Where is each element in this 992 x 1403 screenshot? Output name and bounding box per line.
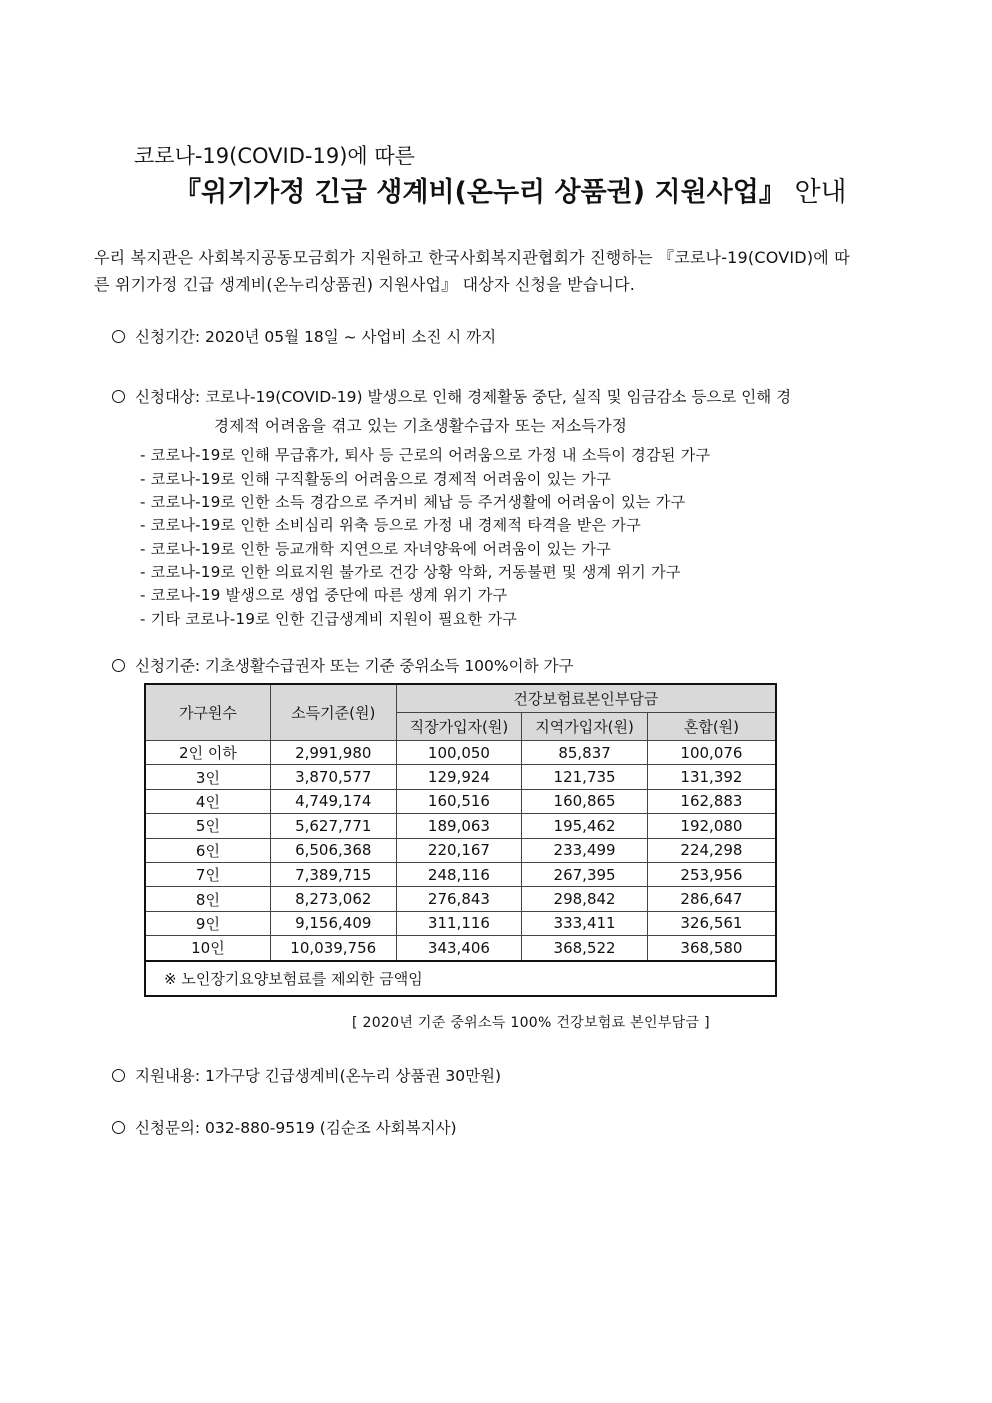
title-close-bracket: 』 xyxy=(758,177,786,208)
cell-regional: 195,462 xyxy=(522,814,648,838)
cell-income: 8,273,062 xyxy=(270,887,396,911)
header-regional: 지역가입자(원) xyxy=(522,713,648,741)
target-item: - 코로나-19 발생으로 생업 중단에 따른 생계 위기 가구 xyxy=(140,586,508,604)
cell-employee: 276,843 xyxy=(396,887,522,911)
cell-employee: 311,116 xyxy=(396,911,522,935)
table-row xyxy=(145,814,776,838)
table-row xyxy=(145,936,776,961)
table-caption: [ 2020년 기준 중위소득 100% 건강보험료 본인부담금 ] xyxy=(352,1015,710,1031)
intro-line-2: 른 위기가정 긴급 생계비(온누리상품권) 지원사업』 대상자 신청을 받습니다. xyxy=(94,275,636,294)
cell-household: 10인 xyxy=(145,936,270,961)
cell-employee: 129,924 xyxy=(396,765,522,789)
target-item: - 코로나-19로 인한 소득 경감으로 주거비 체납 등 주거생활에 어려움이 있는 가구 xyxy=(140,493,686,511)
cell-household: 5인 xyxy=(145,814,270,838)
target-item: - 코로나-19로 인한 등교개학 지연으로 자녀양육에 어려움이 있는 가구 xyxy=(140,540,611,558)
income-criteria-table xyxy=(144,683,777,997)
cell-household: 4인 xyxy=(145,789,270,813)
cell-regional: 368,522 xyxy=(522,936,648,961)
header-employee: 직장가입자(원) xyxy=(396,713,522,741)
cell-household: 9인 xyxy=(145,911,270,935)
document-title xyxy=(174,170,847,209)
cell-regional: 233,499 xyxy=(522,838,648,862)
table-row xyxy=(145,911,776,935)
table-row xyxy=(145,887,776,911)
circle-bullet-icon xyxy=(112,659,125,672)
cell-employee: 248,116 xyxy=(396,862,522,886)
document-subtitle: 코로나-19(COVID-19)에 따른 xyxy=(134,144,415,168)
cell-mixed: 162,883 xyxy=(647,789,776,813)
section-target xyxy=(112,385,791,407)
cell-household: 8인 xyxy=(145,887,270,911)
cell-regional: 160,865 xyxy=(522,789,648,813)
cell-income: 7,389,715 xyxy=(270,862,396,886)
cell-income: 3,870,577 xyxy=(270,765,396,789)
target-item: - 코로나-19로 인한 의료지원 불가로 건강 상황 악화, 거동불편 및 생계 위기 가구 xyxy=(140,563,681,581)
cell-mixed: 100,076 xyxy=(647,741,776,765)
cell-income: 6,506,368 xyxy=(270,838,396,862)
circle-bullet-icon xyxy=(112,1121,125,1134)
cell-income: 5,627,771 xyxy=(270,814,396,838)
cell-income: 2,991,980 xyxy=(270,741,396,765)
target-item: - 코로나-19로 인해 무급휴가, 퇴사 등 근로의 어려움으로 가정 내 소득이 경감된 가구 xyxy=(140,446,711,464)
table-note: ※ 노인장기요양보험료를 제외한 금액임 xyxy=(145,961,776,996)
cell-employee: 343,406 xyxy=(396,936,522,961)
circle-bullet-icon xyxy=(112,330,125,343)
title-open-bracket: 『 xyxy=(174,177,201,208)
target-item: - 코로나-19로 인한 소비심리 위축 등으로 가정 내 경제적 타격을 받은 가구 xyxy=(140,516,641,534)
cell-mixed: 368,580 xyxy=(647,936,776,961)
cell-regional: 333,411 xyxy=(522,911,648,935)
cell-regional: 121,735 xyxy=(522,765,648,789)
cell-household: 2인 이하 xyxy=(145,741,270,765)
target-item: - 코로나-19로 인해 구직활동의 어려움으로 경제적 어려움이 있는 가구 xyxy=(140,470,611,488)
cell-regional: 298,842 xyxy=(522,887,648,911)
cell-income: 4,749,174 xyxy=(270,789,396,813)
header-mixed: 혼합(원) xyxy=(647,713,776,741)
title-suffix: 안내 xyxy=(794,177,847,208)
circle-bullet-icon xyxy=(112,390,125,403)
cell-employee: 100,050 xyxy=(396,741,522,765)
table-row xyxy=(145,862,776,886)
support-text: 지원내용: 1가구당 긴급생계비(온누리 상품권 30만원) xyxy=(135,1067,502,1085)
table-row xyxy=(145,838,776,862)
header-household-size: 가구원수 xyxy=(145,684,270,741)
section-support xyxy=(112,1064,501,1086)
table-row xyxy=(145,789,776,813)
section-period xyxy=(112,325,496,347)
circle-bullet-icon xyxy=(112,1069,125,1082)
cell-mixed: 131,392 xyxy=(647,765,776,789)
target-item: - 기타 코로나-19로 인한 긴급생계비 지원이 필요한 가구 xyxy=(140,610,518,628)
table-row xyxy=(145,765,776,789)
table-row xyxy=(145,741,776,765)
section-inquiry xyxy=(112,1116,457,1138)
cell-regional: 85,837 xyxy=(522,741,648,765)
cell-mixed: 326,561 xyxy=(647,911,776,935)
cell-mixed: 253,956 xyxy=(647,862,776,886)
cell-employee: 160,516 xyxy=(396,789,522,813)
target-line-2: 경제적 어려움을 겪고 있는 기초생활수급자 또는 저소득가정 xyxy=(214,417,628,435)
inquiry-text: 신청문의: 032-880-9519 (김순조 사회복지사) xyxy=(135,1119,457,1137)
cell-regional: 267,395 xyxy=(522,862,648,886)
header-insurance: 건강보험료본인부담금 xyxy=(396,684,776,713)
cell-employee: 189,063 xyxy=(396,814,522,838)
section-criteria xyxy=(112,654,573,676)
criteria-text: 신청기준: 기초생활수급권자 또는 기준 중위소득 100%이하 가구 xyxy=(135,657,574,675)
cell-mixed: 286,647 xyxy=(647,887,776,911)
cell-income: 10,039,756 xyxy=(270,936,396,961)
header-income-criteria: 소득기준(원) xyxy=(270,684,396,741)
target-line-1: 신청대상: 코로나-19(COVID-19) 발생으로 인해 경제활동 중단, 실직 및 임금감소 등으로 인해 경 xyxy=(135,388,792,406)
cell-household: 6인 xyxy=(145,838,270,862)
cell-employee: 220,167 xyxy=(396,838,522,862)
cell-mixed: 192,080 xyxy=(647,814,776,838)
title-main: 위기가정 긴급 생계비(온누리 상품권) 지원사업 xyxy=(201,177,759,208)
cell-household: 3인 xyxy=(145,765,270,789)
intro-line-1: 우리 복지관은 사회복지공동모금회가 지원하고 한국사회복지관협회가 진행하는 『코로나-19(COVID)에 따 xyxy=(94,248,850,267)
cell-mixed: 224,298 xyxy=(647,838,776,862)
period-text: 신청기간: 2020년 05월 18일 ~ 사업비 소진 시 까지 xyxy=(135,328,497,346)
cell-household: 7인 xyxy=(145,862,270,886)
cell-income: 9,156,409 xyxy=(270,911,396,935)
